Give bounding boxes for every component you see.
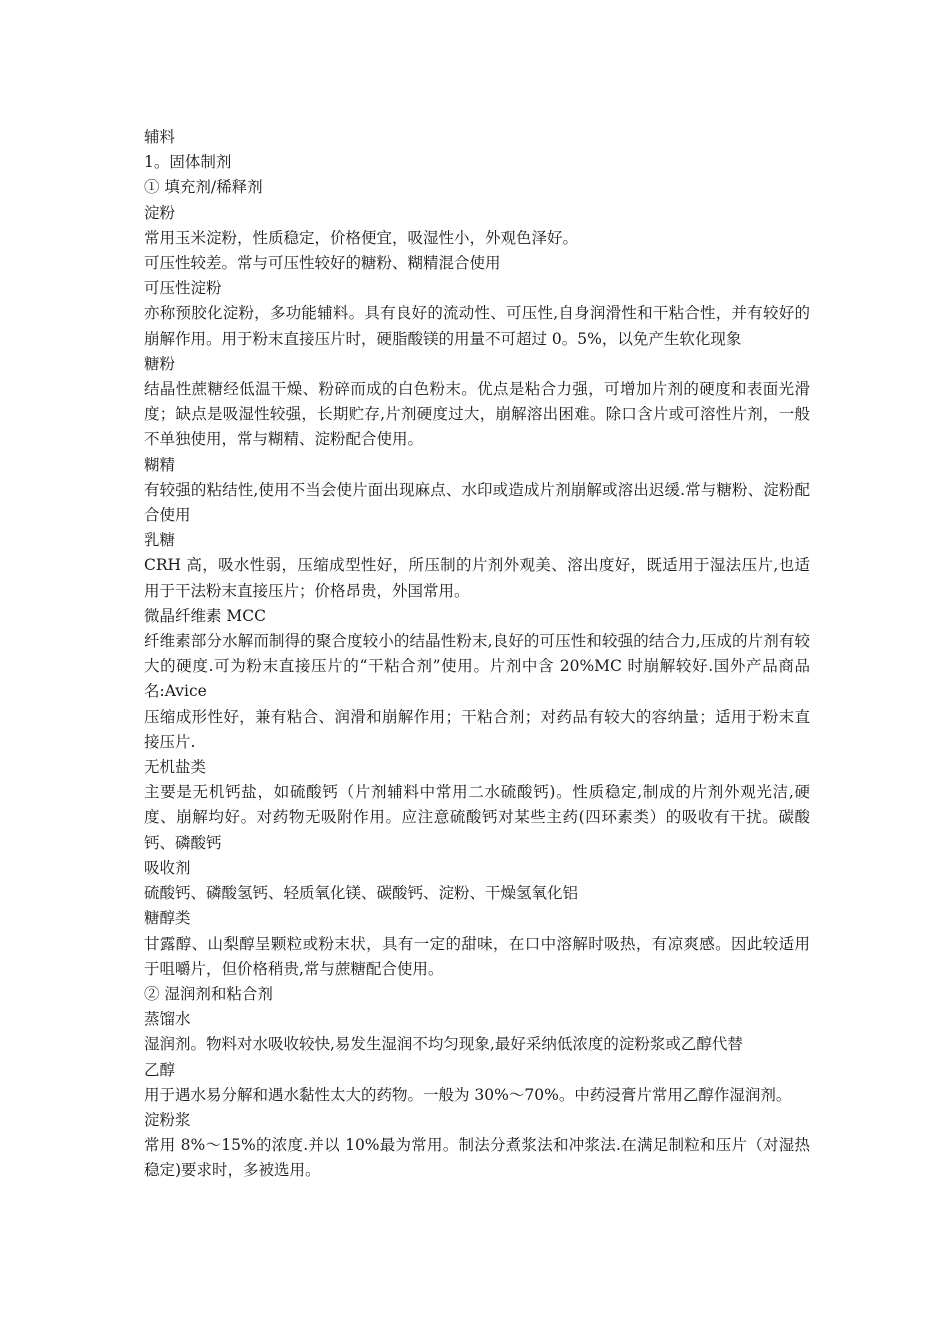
- term-lactose: 乳糖: [144, 531, 176, 550]
- paragraph-distilled-water: 湿润剂。物料对水吸收较快,易发生湿润不均匀现象,最好采纳低浓度的淀粉浆或乙醇代替: [144, 1035, 743, 1054]
- term-starch-paste: 淀粉浆: [144, 1110, 191, 1129]
- paragraph-ethanol: 用于遇水易分解和遇水黏性太大的药物。一般为 30%～70%。中药浸膏片常用乙醇作湿润剂。: [144, 1085, 792, 1104]
- paragraph-absorbents: 硫酸钙、磷酸氢钙、轻质氧化镁、碳酸钙、淀粉、干燥氢氧化铝: [144, 884, 579, 903]
- paragraph-starch-1: 常用玉米淀粉，性质稳定，价格便宜，吸湿性小，外观色泽好。: [144, 228, 579, 247]
- paragraph-powdered-sugar: 结晶性蔗糖经低温干燥、粉碎而成的白色粉末。优点是粘合力强，可增加片剂的硬度和表面光滑度；缺点是吸湿性较强，长期贮存,片剂硬度过大，崩解溶出困难。除口含片或可溶性片剂，一般不单独使用，常与糊精、淀粉配合使用。: [144, 380, 810, 449]
- term-starch: 淀粉: [144, 203, 176, 222]
- term-powdered-sugar: 糖粉: [144, 354, 176, 373]
- term-inorganic-salts: 无机盐类: [144, 758, 207, 777]
- document-body: [144, 125, 810, 1184]
- paragraph-starch-2: 可压性较差。常与可压性较好的糖粉、糊精混合使用: [144, 254, 501, 273]
- term-ethanol: 乙醇: [144, 1060, 176, 1079]
- heading-solid-preparations: 1。固体制剂: [144, 153, 232, 172]
- term-sugar-alcohols: 糖醇类: [144, 909, 191, 928]
- term-compressible-starch: 可压性淀粉: [144, 279, 222, 298]
- term-absorbents: 吸收剂: [144, 858, 191, 877]
- heading-excipients: 辅料: [144, 128, 176, 146]
- paragraph-mcc-2: 压缩成形性好，兼有粘合、润滑和崩解作用；干粘合剂；对药品有较大的容纳量；适用于粉末直接压片.: [144, 707, 810, 751]
- paragraph-sugar-alcohols: 甘露醇、山梨醇呈颗粒或粉末状，具有一定的甜味，在口中溶解时吸热，有凉爽感。因此较适用于咀嚼片，但价格稍贵,常与蔗糖配合使用。: [144, 934, 810, 978]
- term-dextrin: 糊精: [144, 455, 176, 474]
- paragraph-dextrin: 有较强的粘结性,使用不当会使片面出现麻点、水印或造成片剂崩解或溶出迟缓.常与糖粉、淀粉配合使用: [144, 480, 810, 525]
- paragraph-mcc-1: 纤维素部分水解而制得的聚合度较小的结晶性粉末,良好的可压性和较强的结合力,压成的片剂有较大的硬度.可为粉末直接压片的“干粘合剂”使用。片剂中含 20%MC 时崩解较好.国外产品商品名:Avice: [144, 632, 810, 701]
- term-mcc: 微晶纤维素 MCC: [144, 606, 267, 625]
- paragraph-compressible-starch: 亦称预胶化淀粉，多功能辅料。具有良好的流动性、可压性,自身润滑性和干粘合性，并有较好的崩解作用。用于粉末直接压片时，硬脂酸镁的用量不可超过 0。5%，以免产生软化现象: [144, 304, 810, 348]
- term-distilled-water: 蒸馏水: [144, 1010, 191, 1029]
- paragraph-inorganic-salts: 主要是无机钙盐，如硫酸钙（片剂辅料中常用二水硫酸钙)。性质稳定,制成的片剂外观光洁,硬度、崩解均好。对药物无吸附作用。应注意硫酸钙对某些主药(四环素类）的吸收有干扰。碳酸钙、磷酸钙: [144, 783, 810, 852]
- paragraph-lactose: CRH 高，吸水性弱，压缩成型性好，所压制的片剂外观美、溶出度好，既适用于湿法压片,也适用于干法粉末直接压片；价格昂贵，外国常用。: [144, 556, 810, 600]
- paragraph-starch-paste: 常用 8%～15%的浓度.并以 10%最为常用。制法分煮浆法和冲浆法.在满足制粒和压片（对湿热稳定)要求时，多被选用。: [144, 1136, 810, 1180]
- heading-wetting-binding-agents: ② 湿润剂和粘合剂: [144, 984, 273, 1003]
- heading-fillers-diluents: ① 填充剂/稀释剂: [144, 178, 263, 197]
